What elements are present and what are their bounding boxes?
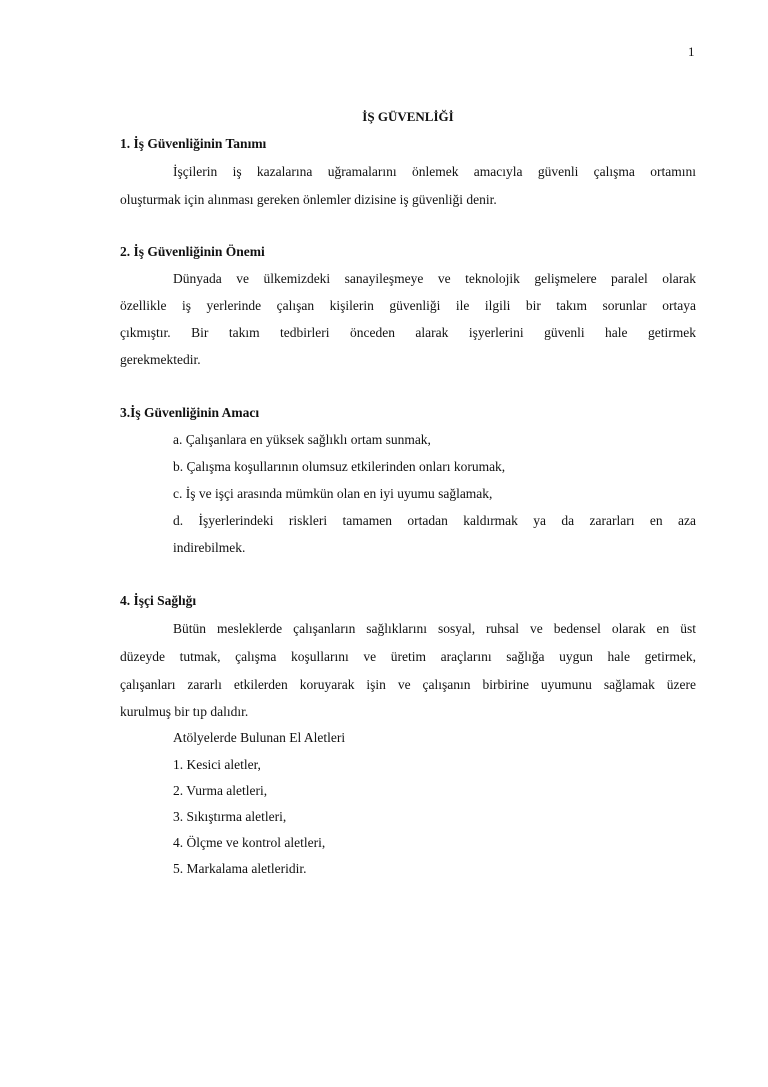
list-item: b. Çalışma koşullarının olumsuz etkilerinden onları korumak, — [173, 459, 506, 474]
list-item: 1. Kesici aletler, — [173, 757, 261, 772]
paragraph-line: oluşturmak için alınması gereken önlemler dizisine iş güvenliği denir. — [120, 192, 497, 207]
list-item: 5. Markalama aletleridir. — [173, 861, 307, 876]
list-item: a. Çalışanlara en yüksek sağlıklı ortam sunmak, — [173, 432, 431, 447]
list-item: c. İş ve işçi arasında mümkün olan en iyi uyumu sağlamak, — [173, 486, 493, 501]
list-item: 4. Ölçme ve kontrol aletleri, — [173, 835, 326, 850]
page-number: 1 — [688, 44, 695, 59]
paragraph-line: çıkmıştır. Bir takım tedbirleri önceden alarak işyerlerini güvenli hale getirmek — [120, 325, 696, 340]
subheading: Atölyelerde Bulunan El Aletleri — [173, 730, 346, 745]
page-title: İŞ GÜVENLİĞİ — [362, 109, 454, 124]
paragraph-line: özellikle iş yerlerinde çalışan kişilerin güvenliği ile ilgili bir takım sorunlar ortaya — [120, 298, 696, 313]
paragraph-line: Dünyada ve ülkemizdeki sanayileşmeye ve teknolojik gelişmelere paralel olarak — [173, 271, 696, 286]
list-item: 2. Vurma aletleri, — [173, 783, 268, 798]
paragraph-line: Bütün mesleklerde çalışanların sağlıklarını sosyal, ruhsal ve bedensel olarak en üst — [173, 621, 696, 636]
section-heading: 1. İş Güvenliğinin Tanımı — [120, 136, 267, 151]
list-item: d. İşyerlerindeki riskleri tamamen ortadan kaldırmak ya da zararları en aza — [173, 513, 696, 528]
paragraph-line: kurulmuş bir tıp dalıdır. — [120, 704, 249, 719]
section-heading: 3.İş Güvenliğinin Amacı — [120, 405, 260, 420]
paragraph-line: çalışanları zararlı etkilerden koruyarak işin ve çalışanın birbirine uyumunu sağlamak üzere — [120, 677, 696, 692]
section-heading: 4. İşçi Sağlığı — [120, 593, 197, 608]
list-item: indirebilmek. — [173, 540, 246, 555]
list-item: 3. Sıkıştırma aletleri, — [173, 809, 287, 824]
section-heading: 2. İş Güvenliğinin Önemi — [120, 244, 265, 259]
paragraph-line: düzeyde tutmak, çalışma koşullarını ve üretim araçlarını sağlığa uygun hale getirmek, — [120, 649, 696, 664]
paragraph-line: İşçilerin iş kazalarına uğramalarını önlemek amacıyla güvenli çalışma ortamını — [173, 164, 696, 179]
paragraph-line: gerekmektedir. — [120, 352, 201, 367]
